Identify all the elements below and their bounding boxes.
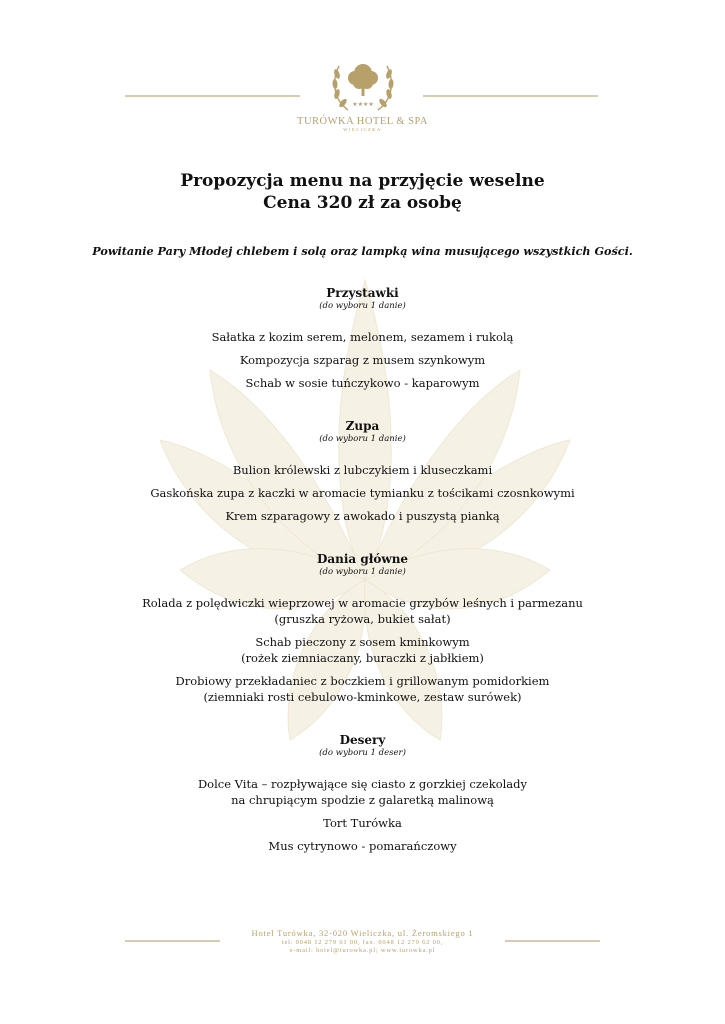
- dish-item: [0, 634, 725, 666]
- menu-section: [0, 552, 725, 705]
- footer-contact: [0, 928, 725, 954]
- dish-item: Schab w sosie tuńczykowo - kaparowym: [245, 376, 480, 390]
- dish-description: (ziemniaki rosti cebulowo-kminkowe, zestaw surówek): [203, 690, 522, 704]
- dish-name: Dolce Vita – rozpływające się ciasto z gorzkiej czekolady: [197, 777, 528, 791]
- dish-item: Gaskońska zupa z kaczki w aromacie tymianku z tościkami czosnkowymi: [150, 486, 575, 500]
- dish-item: [0, 595, 725, 627]
- menu-section: [0, 286, 725, 391]
- dish-list: [0, 329, 725, 391]
- dish-list: [0, 462, 725, 524]
- menu-section: [0, 419, 725, 524]
- section-heading: Przystawki: [326, 286, 399, 300]
- hotel-logo: [0, 56, 725, 132]
- dish-name: Rolada z polędwiczki wieprzowej w aromacie grzybów leśnych i parmezanu: [142, 596, 583, 610]
- dish-list: [0, 595, 725, 705]
- dish-item: Sałatka z kozim serem, melonem, sezamem i rukolą: [211, 330, 514, 344]
- dish-item: [0, 673, 725, 705]
- section-note: (do wyboru 1 deser): [319, 748, 406, 758]
- laurel-tree-icon: [328, 56, 398, 114]
- dish-item: Tort Turówka: [323, 816, 402, 830]
- welcome-text: Powitanie Pary Młodej chlebem i solą oraz lampką wina musującego wszystkich Gości.: [92, 244, 633, 258]
- hotel-location: WIELICZKA: [343, 127, 382, 132]
- dish-description: na chrupiącym spodzie z galaretką malinową: [231, 793, 494, 807]
- dish-item: Mus cytrynowo - pomarańczowy: [268, 839, 457, 853]
- dish-description: (gruszka ryżowa, bukiet sałat): [274, 612, 451, 626]
- dish-name: Schab pieczony z sosem kminkowym: [255, 635, 470, 649]
- menu-section: [0, 733, 725, 854]
- logo-stars: ★★★★: [351, 101, 374, 108]
- dish-item: [0, 776, 725, 808]
- hotel-name: TURÓWKA HOTEL & SPA: [297, 116, 428, 127]
- menu-title: [0, 170, 725, 214]
- section-note: (do wyboru 1 danie): [319, 567, 406, 577]
- dish-item: Krem szparagowy z awokado i puszystą pianką: [225, 509, 500, 523]
- dish-item: Bulion królewski z lubczykiem i kluseczkami: [232, 463, 493, 477]
- section-heading: Desery: [339, 733, 386, 747]
- dish-description: (rożek ziemniaczany, buraczki z jabłkiem): [241, 651, 484, 665]
- footer-phone: tel. 0048 12 279 61 00, fax. 0048 12 279 62 00,: [281, 939, 444, 946]
- menu-price: Cena 320 zł za osobę: [263, 193, 462, 213]
- section-heading: Zupa: [345, 419, 380, 433]
- menu-sections: [0, 286, 725, 854]
- menu-title-line-1: Propozycja menu na przyjęcie weselne: [180, 171, 545, 191]
- dish-list: [0, 776, 725, 854]
- section-note: (do wyboru 1 danie): [319, 434, 406, 444]
- footer-address: Hotel Turówka, 32-020 Wieliczka, ul. Żeromskiego 1: [251, 928, 474, 938]
- section-heading: Dania główne: [316, 552, 409, 566]
- footer-email: e-mail: hotel@turowka.pl; www.turowka.pl: [289, 947, 436, 954]
- menu-content: [0, 170, 725, 861]
- dish-item: Kompozycja szparag z musem szynkowym: [239, 353, 486, 367]
- dish-name: Drobiowy przekładaniec z boczkiem i grillowanym pomidorkiem: [175, 674, 550, 688]
- section-note: (do wyboru 1 danie): [319, 301, 406, 311]
